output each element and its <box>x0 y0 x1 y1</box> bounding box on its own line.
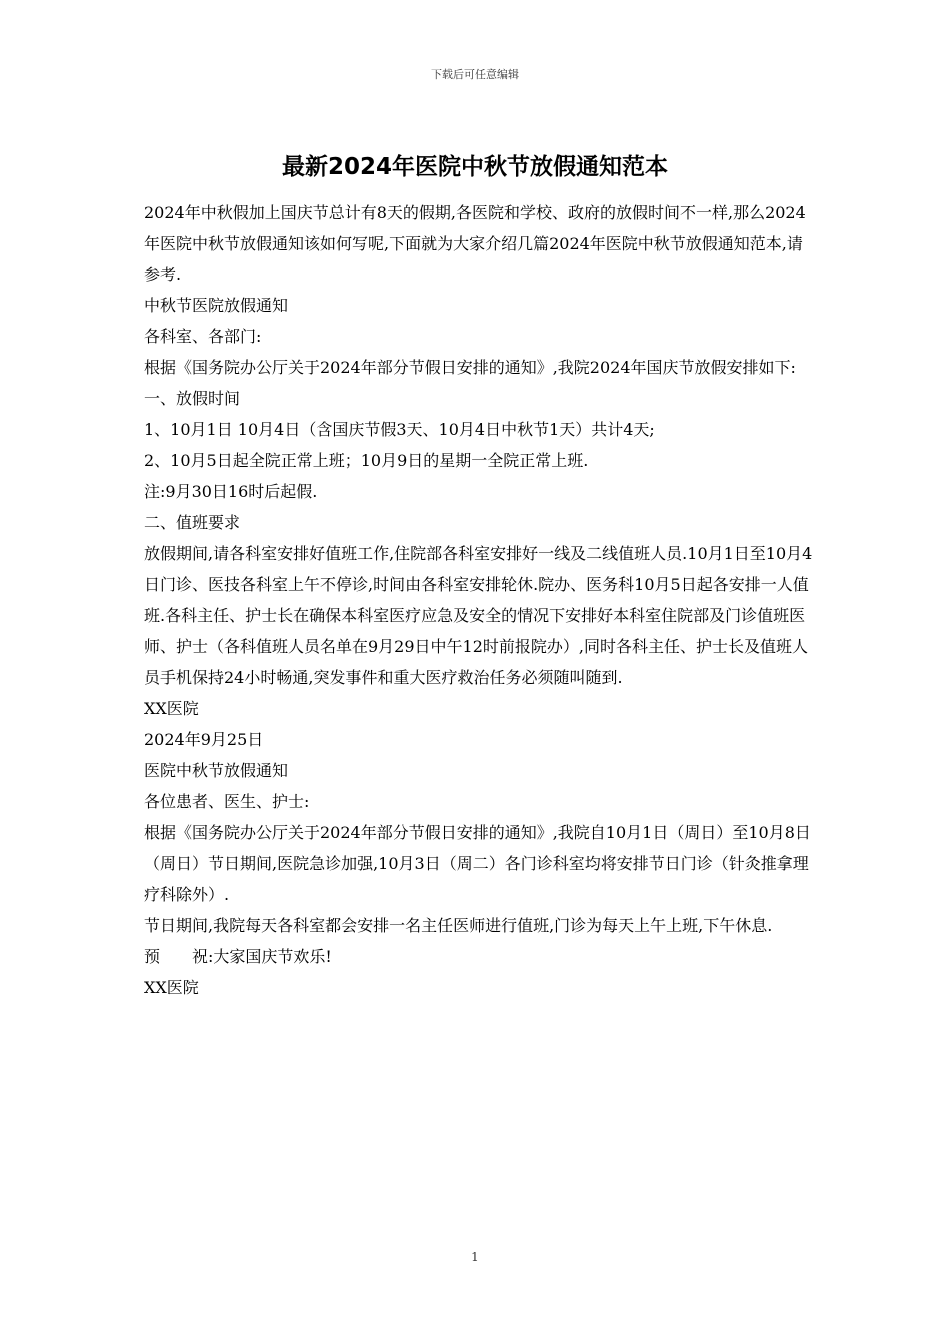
paragraph: 2、10月5日起全院正常上班；10月9日的星期一全院正常上班. <box>144 451 589 470</box>
paragraph: 2024年中秋假加上国庆节总计有8天的假期,各医院和学校、政府的放假时间不一样,那么2024年医院中秋节放假通知该如何写呢,下面就为大家介绍几篇2024年医院中秋节放假通知范本,请参考. <box>144 203 806 284</box>
document-title: 最新2024年医院中秋节放假通知范本 <box>281 154 668 180</box>
paragraph: 1、10月1日 10月4日（含国庆节假3天、10月4日中秋节1天）共计4天; <box>144 420 655 439</box>
document-body <box>144 197 814 1003</box>
paragraph: 根据《国务院办公厅关于2024年部分节假日安排的通知》,我院自10月1日（周日）至10月8日（周日）节日期间,医院急诊加强,10月3日（周二）各门诊科室均将安排节日门诊（针灸推拿理疗科除外）. <box>144 823 811 904</box>
date: 2024年9月25日 <box>144 730 264 749</box>
paragraph: 预 祝:大家国庆节欢乐! <box>144 947 332 966</box>
paragraph: 各位患者、医生、护士: <box>144 792 310 811</box>
paragraph: 二、值班要求 <box>144 513 241 532</box>
section-heading: 医院中秋节放假通知 <box>144 761 289 780</box>
page-header-note: 下载后可任意编辑 <box>431 68 519 81</box>
paragraph: 各科室、各部门: <box>144 327 262 346</box>
signature: XX医院 <box>144 978 199 997</box>
paragraph: 放假期间,请各科室安排好值班工作,住院部各科室安排好一线及二线值班人员.10月1日至10月4日门诊、医技各科室上午不停诊,时间由各科室安排轮休.院办、医务科10月5日起各安排一人值班.各科主任、护士长在确保本科室医疗应急及安全的情况下安排好本科室住院部及门诊值班医师、护士（各科值班人员名单在9月29日中午12时前报院办）,同时各科主任、护士长及值班人员手机保持24小时畅通,突发事件和重大医疗救治任务必须随叫随到. <box>144 544 813 687</box>
signature: XX医院 <box>144 699 199 718</box>
section-heading: 中秋节医院放假通知 <box>144 296 289 315</box>
paragraph: 节日期间,我院每天各科室都会安排一名主任医师进行值班,门诊为每天上午上班,下午休息. <box>144 916 773 935</box>
paragraph: 注:9月30日16时后起假. <box>144 482 318 501</box>
page-number: 1 <box>471 1250 479 1264</box>
paragraph: 一、放假时间 <box>144 389 241 408</box>
paragraph: 根据《国务院办公厅关于2024年部分节假日安排的通知》,我院2024年国庆节放假安排如下: <box>144 358 796 377</box>
